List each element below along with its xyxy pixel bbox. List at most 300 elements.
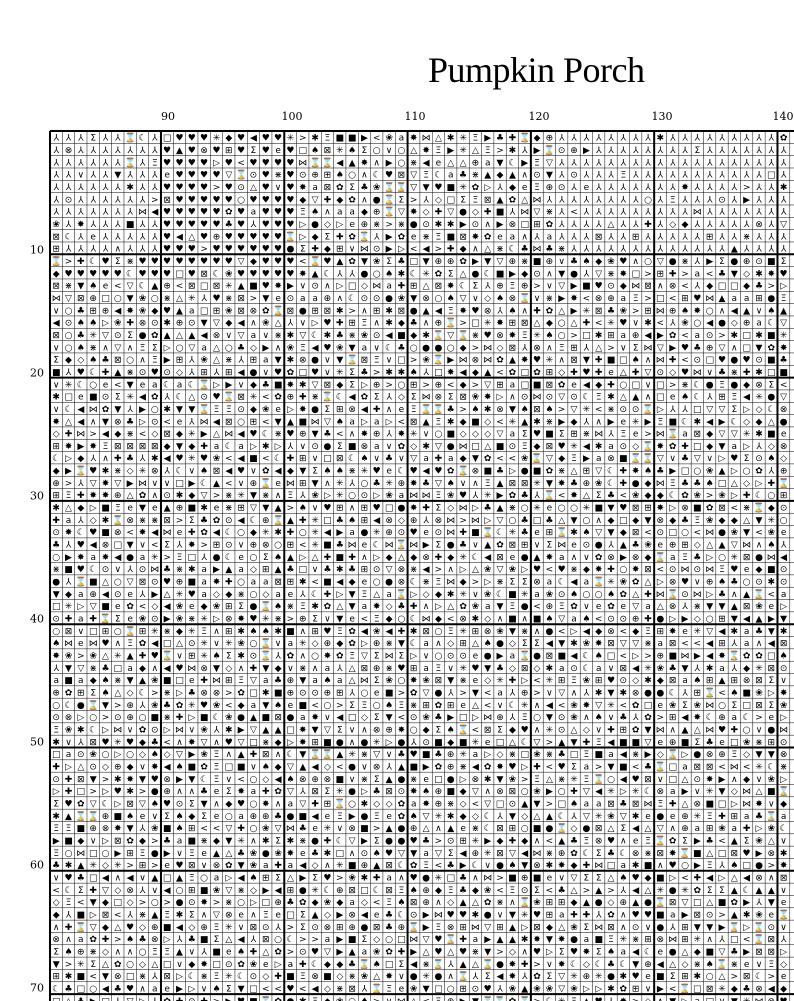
stitch-symbol: a — [399, 134, 405, 144]
stitch-symbol: △ — [706, 541, 713, 551]
stitch-symbol: ✿ — [237, 960, 245, 970]
stitch-symbol: ▷ — [780, 282, 787, 292]
stitch-symbol: ◀ — [238, 935, 245, 945]
stitch-symbol: ⊠ — [644, 282, 652, 292]
stitch-symbol: ⊙ — [373, 565, 381, 575]
stitch-symbol: ◇ — [447, 639, 454, 649]
stitch-symbol: a — [423, 849, 429, 859]
stitch-symbol: ⊕ — [472, 849, 480, 859]
stitch-symbol: ⅄ — [706, 245, 713, 255]
stitch-symbol: ▷ — [620, 787, 627, 797]
stitch-symbol: ∧ — [423, 602, 430, 612]
stitch-symbol: ✚ — [595, 368, 603, 378]
stitch-symbol: ✱ — [287, 837, 295, 847]
stitch-symbol: ⅄ — [743, 171, 750, 181]
stitch-symbol: ⌛ — [112, 514, 123, 526]
stitch-symbol: > — [336, 701, 344, 711]
stitch-symbol: ♣ — [730, 578, 738, 588]
stitch-symbol: Σ — [300, 245, 306, 255]
stitch-symbol: ▼ — [114, 405, 121, 415]
stitch-symbol: ⋇ — [459, 763, 467, 773]
stitch-symbol: △ — [472, 898, 479, 908]
stitch-symbol: ⅄ — [620, 886, 627, 896]
stitch-symbol: ⋇ — [274, 615, 282, 625]
stitch-symbol: ⅄ — [657, 245, 664, 255]
stitch-symbol: ⋇ — [644, 849, 652, 859]
stitch-symbol: □ — [52, 750, 61, 760]
stitch-symbol: ✱ — [225, 726, 233, 736]
stitch-symbol: ⊕ — [52, 479, 60, 489]
stitch-symbol: ⋇ — [558, 467, 566, 477]
stitch-symbol: e — [658, 541, 664, 551]
stitch-symbol: ⊙ — [706, 331, 714, 341]
stitch-symbol: ⋈ — [656, 479, 665, 489]
stitch-symbol: Ξ — [485, 146, 491, 156]
stitch-symbol: ⊙ — [706, 911, 714, 921]
stitch-symbol: ⊕ — [546, 257, 554, 267]
stitch-symbol: ⋇ — [743, 504, 751, 514]
stitch-symbol: ◀ — [484, 553, 491, 563]
stitch-symbol: ⊗ — [694, 800, 702, 810]
stitch-symbol: ⋇ — [163, 627, 171, 637]
stitch-symbol: ▼ — [262, 664, 269, 674]
stitch-symbol: ♥ — [780, 269, 788, 279]
stitch-symbol: ▷ — [669, 504, 676, 514]
stitch-symbol: ◆ — [669, 516, 676, 526]
stitch-symbol: Ξ — [214, 775, 220, 785]
stitch-symbol: ✳ — [459, 183, 467, 193]
stitch-symbol: ⌛ — [433, 329, 444, 341]
stitch-symbol: < — [496, 454, 504, 464]
stitch-symbol: ♣ — [484, 504, 492, 514]
stitch-symbol: ▷ — [768, 689, 775, 699]
stitch-symbol: Σ — [411, 393, 417, 403]
stitch-symbol: □ — [114, 898, 123, 908]
stitch-symbol: Ξ — [559, 602, 565, 612]
stitch-symbol: ◀ — [706, 417, 713, 427]
stitch-symbol: ∧ — [152, 491, 159, 501]
stitch-symbol: ⌛ — [75, 921, 86, 933]
stitch-symbol: ⊠ — [114, 837, 122, 847]
stitch-symbol: ⊞ — [262, 565, 270, 575]
stitch-symbol: ▲ — [743, 306, 750, 316]
stitch-symbol: ⅄ — [126, 911, 133, 921]
stitch-symbol: > — [311, 935, 319, 945]
stitch-symbol: ✱ — [262, 689, 270, 699]
stitch-symbol: a — [510, 380, 516, 390]
stitch-symbol: ⅄ — [65, 171, 72, 181]
stitch-symbol: ▲ — [398, 763, 405, 773]
stitch-symbol: ☾ — [410, 639, 418, 649]
stitch-symbol: ◇ — [225, 664, 232, 674]
stitch-symbol: ☾ — [434, 171, 442, 181]
stitch-symbol: □ — [681, 467, 690, 477]
stitch-symbol: ◀ — [238, 368, 245, 378]
stitch-symbol — [669, 997, 676, 1001]
stitch-symbol: ✳ — [262, 615, 270, 625]
stitch-symbol: ✸ — [126, 775, 134, 785]
stitch-symbol: ⅄ — [102, 158, 109, 168]
stitch-symbol: ⊗ — [151, 935, 159, 945]
stitch-symbol: ◀ — [472, 763, 479, 773]
stitch-symbol: ⅄ — [780, 935, 787, 945]
stitch-symbol: ⊕ — [521, 689, 529, 699]
stitch-symbol: ▼ — [336, 615, 343, 625]
stitch-symbol: ⊠ — [459, 393, 467, 403]
stitch-symbol: ■ — [249, 454, 258, 464]
stitch-symbol: ⊞ — [731, 676, 739, 686]
stitch-symbol: ◆ — [386, 553, 393, 563]
stitch-symbol: ⌛ — [457, 329, 468, 341]
stitch-symbol: ⌛ — [100, 613, 111, 625]
stitch-symbol: ∧ — [102, 454, 109, 464]
stitch-symbol: ◆ — [299, 195, 306, 205]
stitch-symbol: ❀ — [385, 676, 393, 686]
stitch-symbol: ⊞ — [681, 541, 689, 551]
stitch-symbol: ✸ — [694, 713, 702, 723]
stitch-symbol: ∧ — [620, 923, 627, 933]
stitch-symbol: ∧ — [669, 726, 676, 736]
stitch-symbol: > — [472, 578, 480, 588]
stitch-symbol: ♣ — [373, 787, 381, 797]
stitch-symbol: ♠ — [385, 269, 393, 279]
stitch-symbol: e — [522, 183, 528, 193]
stitch-symbol: ⅄ — [102, 146, 109, 156]
stitch-symbol: ♥ — [175, 195, 183, 205]
stitch-symbol: < — [681, 874, 689, 884]
stitch-symbol: ♥ — [212, 146, 220, 156]
stitch-symbol: ∨ — [447, 664, 454, 674]
stitch-symbol: ⋈ — [434, 911, 443, 921]
stitch-symbol: ✳ — [336, 787, 344, 797]
stitch-symbol: ⊕ — [126, 713, 134, 723]
stitch-symbol: a — [251, 331, 257, 341]
stitch-symbol: ⊞ — [546, 368, 554, 378]
stitch-symbol: ♠ — [212, 652, 220, 662]
stitch-symbol: ✳ — [632, 417, 640, 427]
stitch-symbol — [780, 997, 788, 1001]
stitch-symbol: □ — [557, 800, 566, 810]
stitch-symbol: ⊞ — [225, 146, 233, 156]
stitch-symbol: ✳ — [657, 886, 665, 896]
stitch-symbol: ⊕ — [250, 541, 258, 551]
stitch-symbol: a — [140, 553, 146, 563]
stitch-symbol: ✚ — [324, 553, 332, 563]
stitch-symbol: ♥ — [533, 911, 541, 921]
stitch-symbol: ⋇ — [521, 257, 529, 267]
stitch-symbol: ✸ — [89, 491, 97, 501]
stitch-symbol: e — [275, 479, 281, 489]
stitch-symbol: ∨ — [756, 960, 763, 970]
stitch-symbol: ▽ — [238, 257, 245, 267]
stitch-symbol: ○ — [65, 343, 73, 353]
stitch-symbol: ⊞ — [681, 294, 689, 304]
stitch-symbol: ○ — [89, 713, 97, 723]
stitch-symbol — [324, 997, 331, 1001]
stitch-symbol: □ — [323, 516, 332, 526]
stitch-symbol: ⌛ — [457, 465, 468, 477]
stitch-symbol: ♥ — [619, 504, 627, 514]
stitch-symbol: ♠ — [336, 171, 344, 181]
stitch-symbol: ⋈ — [533, 849, 542, 859]
stitch-symbol: ⊙ — [422, 738, 430, 748]
stitch-symbol: ▽ — [410, 183, 417, 193]
stitch-symbol: ♠ — [582, 615, 590, 625]
stitch-symbol: ▼ — [176, 405, 183, 415]
stitch-symbol: ▽ — [349, 837, 356, 847]
stitch-symbol: ⊙ — [361, 849, 369, 859]
stitch-symbol: ⋈ — [298, 158, 307, 168]
stitch-symbol: ❀ — [484, 886, 492, 896]
stitch-symbol: ▲ — [620, 541, 627, 551]
stitch-symbol: ⌛ — [124, 156, 135, 168]
stitch-symbol: ⊗ — [669, 602, 677, 612]
stitch-symbol: a — [263, 356, 269, 366]
stitch-symbol: △ — [275, 319, 282, 329]
stitch-symbol: ◀ — [299, 861, 306, 871]
stitch-symbol: < — [311, 701, 319, 711]
stitch-symbol: ♥ — [286, 220, 294, 230]
stitch-symbol: ⋇ — [694, 960, 702, 970]
stitch-symbol: ◇ — [509, 664, 516, 674]
stitch-symbol: ⊠ — [77, 775, 85, 785]
stitch-symbol: ⅄ — [139, 245, 146, 255]
stitch-symbol: ✿ — [348, 639, 356, 649]
stitch-symbol: ♥ — [163, 232, 171, 242]
stitch-symbol: ○ — [249, 800, 257, 810]
stitch-symbol: ◆ — [632, 627, 639, 637]
stitch-symbol: ◇ — [669, 368, 676, 378]
stitch-symbol: ⋇ — [348, 331, 356, 341]
stitch-symbol: ✸ — [657, 504, 665, 514]
stitch-symbol: □ — [397, 935, 406, 945]
stitch-symbol: ▽ — [423, 689, 430, 699]
stitch-symbol: ✳ — [114, 861, 122, 871]
stitch-symbol: ⌛ — [272, 514, 283, 526]
stitch-symbol: ⊕ — [521, 282, 529, 292]
stitch-symbol: ◇ — [324, 220, 331, 230]
stitch-symbol: ✱ — [447, 134, 455, 144]
stitch-symbol: ✸ — [126, 306, 134, 316]
stitch-symbol: ● — [410, 972, 418, 982]
stitch-symbol: ⋈ — [446, 528, 455, 538]
stitch-symbol: e — [645, 972, 651, 982]
stitch-symbol: ⅄ — [348, 689, 355, 699]
stitch-symbol: ✱ — [694, 417, 702, 427]
stitch-symbol: ♥ — [262, 245, 270, 255]
stitch-symbol: △ — [373, 590, 380, 600]
stitch-symbol: ☾ — [373, 541, 381, 551]
stitch-symbol: ✸ — [102, 553, 110, 563]
stitch-symbol: ⊠ — [410, 898, 418, 908]
stitch-symbol: ⌛ — [124, 625, 135, 637]
stitch-symbol: Σ — [349, 380, 355, 390]
stitch-symbol: ✱ — [410, 627, 418, 637]
stitch-symbol: ♣ — [138, 935, 146, 945]
stitch-symbol: a — [584, 935, 590, 945]
stitch-symbol: ∧ — [349, 738, 356, 748]
stitch-symbol: e — [633, 430, 639, 440]
stitch-symbol: ♣ — [607, 306, 615, 316]
stitch-symbol: ✱ — [447, 590, 455, 600]
stitch-symbol: ○ — [644, 257, 652, 267]
stitch-symbol: ⊠ — [632, 504, 640, 514]
stitch-symbol: > — [151, 861, 159, 871]
stitch-symbol: ✳ — [262, 528, 270, 538]
stitch-symbol: ⊠ — [274, 578, 282, 588]
stitch-symbol: △ — [694, 726, 701, 736]
stitch-symbol: ✸ — [385, 972, 393, 982]
stitch-symbol: ⅄ — [768, 158, 775, 168]
stitch-symbol: ⅄ — [52, 195, 59, 205]
stitch-symbol — [533, 997, 541, 1001]
stitch-symbol: ⊙ — [570, 171, 578, 181]
stitch-symbol — [386, 997, 393, 1001]
stitch-symbol: ⅄ — [570, 134, 577, 144]
stitch-symbol: ⊕ — [299, 615, 307, 625]
stitch-symbol: Ξ — [66, 898, 72, 908]
stitch-symbol: ❀ — [361, 972, 369, 982]
stitch-symbol: Σ — [374, 393, 380, 403]
stitch-symbol: ∧ — [127, 343, 134, 353]
stitch-symbol: ♠ — [508, 306, 516, 316]
stitch-symbol: ∨ — [558, 874, 565, 884]
stitch-symbol: ⅄ — [114, 220, 121, 230]
stitch-symbol: ⅄ — [669, 158, 676, 168]
stitch-symbol: ⋈ — [138, 479, 147, 489]
stitch-symbol: ○ — [743, 467, 751, 477]
stitch-symbol: ⊗ — [496, 331, 504, 341]
stitch-symbol: ▼ — [349, 602, 356, 612]
stitch-symbol: ♣ — [693, 343, 701, 353]
stitch-symbol: Σ — [374, 713, 380, 723]
stitch-symbol — [460, 997, 467, 1001]
stitch-symbol: ♣ — [200, 516, 208, 526]
stitch-symbol: ⊠ — [114, 442, 122, 452]
stitch-symbol: a — [559, 911, 565, 921]
stitch-symbol: ◀ — [361, 911, 368, 921]
stitch-symbol: △ — [447, 602, 454, 612]
stitch-symbol: ⌛ — [655, 835, 666, 847]
stitch-symbol: ⌛ — [223, 391, 234, 403]
stitch-symbol: ✱ — [546, 861, 554, 871]
stitch-symbol: ♠ — [521, 405, 529, 415]
stitch-symbol: ⊕ — [385, 726, 393, 736]
stitch-symbol: ✚ — [311, 800, 319, 810]
stitch-symbol: ✱ — [398, 269, 406, 279]
stitch-symbol: ⅄ — [583, 232, 590, 242]
stitch-symbol: ⌛ — [161, 650, 172, 662]
stitch-symbol: ⊕ — [373, 208, 381, 218]
stitch-symbol: Σ — [473, 282, 479, 292]
stitch-symbol: ⅄ — [620, 134, 627, 144]
stitch-symbol: ⊞ — [410, 664, 418, 674]
stitch-symbol: ∧ — [189, 787, 196, 797]
stitch-symbol: ❀ — [139, 615, 147, 625]
stitch-symbol: ⊞ — [607, 331, 615, 341]
stitch-symbol: ✚ — [509, 134, 517, 144]
stitch-symbol: a — [732, 442, 738, 452]
stitch-symbol: ✳ — [225, 282, 233, 292]
stitch-symbol: ⋇ — [361, 750, 369, 760]
stitch-symbol: ∧ — [423, 319, 430, 329]
stitch-symbol: ▽ — [706, 405, 713, 415]
stitch-symbol: a — [238, 812, 244, 822]
stitch-symbol: □ — [705, 356, 714, 366]
stitch-symbol: ▷ — [114, 800, 121, 810]
stitch-symbol: ☾ — [175, 393, 183, 403]
stitch-symbol: ◆ — [460, 380, 467, 390]
stitch-symbol: Ξ — [781, 294, 787, 304]
stitch-symbol: Ξ — [436, 664, 442, 674]
stitch-symbol: ▼ — [768, 627, 775, 637]
stitch-symbol: ◆ — [780, 800, 787, 810]
stitch-symbol: Σ — [522, 430, 528, 440]
stitch-symbol: ✿ — [546, 220, 554, 230]
stitch-symbol: ○ — [311, 652, 319, 662]
stitch-symbol — [225, 997, 232, 1001]
stitch-symbol: ▽ — [447, 208, 454, 218]
stitch-symbol: ○ — [225, 812, 233, 822]
stitch-symbol: ⅄ — [743, 208, 750, 218]
stitch-symbol: ✳ — [595, 972, 603, 982]
stitch-symbol: > — [139, 898, 147, 908]
stitch-symbol: ♠ — [126, 935, 134, 945]
stitch-symbol: □ — [619, 516, 628, 526]
stitch-symbol: ♣ — [422, 479, 430, 489]
stitch-symbol: ✸ — [52, 652, 60, 662]
stitch-symbol: ▽ — [299, 800, 306, 810]
stitch-symbol: ▲ — [213, 479, 220, 489]
stitch-symbol: ⅄ — [755, 442, 762, 452]
stitch-symbol: ▷ — [102, 837, 109, 847]
stitch-symbol: ⅄ — [558, 232, 565, 242]
stitch-symbol: ▽ — [201, 491, 208, 501]
stitch-symbol: ◀ — [213, 528, 220, 538]
stitch-symbol: ☾ — [496, 590, 504, 600]
stitch-symbol: e — [177, 417, 183, 427]
stitch-symbol: ✱ — [102, 467, 110, 477]
stitch-symbol: ∨ — [152, 886, 159, 896]
stitch-symbol: ∧ — [472, 874, 479, 884]
stitch-symbol: ❀ — [373, 183, 381, 193]
stitch-symbol: ⊙ — [780, 504, 788, 514]
stitch-symbol: ✳ — [299, 639, 307, 649]
stitch-symbol: ⊕ — [176, 319, 184, 329]
stitch-symbol: ▼ — [645, 516, 652, 526]
stitch-symbol: ✿ — [632, 578, 640, 588]
stitch-symbol: △ — [509, 738, 516, 748]
stitch-symbol: ⋈ — [348, 541, 357, 551]
stitch-symbol: ♥ — [249, 158, 257, 168]
stitch-symbol: ▷ — [521, 923, 528, 933]
stitch-symbol: Σ — [275, 837, 281, 847]
stitch-symbol: ☾ — [274, 454, 282, 464]
stitch-symbol: ⊙ — [694, 775, 702, 785]
stitch-symbol: ▲ — [287, 553, 294, 563]
stitch-symbol: ♣ — [755, 812, 763, 822]
stitch-symbol: ▼ — [65, 664, 72, 674]
stitch-symbol: ♥ — [607, 676, 615, 686]
stitch-symbol: ○ — [237, 528, 245, 538]
stitch-symbol: > — [595, 763, 603, 773]
stitch-symbol: ● — [755, 861, 763, 871]
stitch-symbol: ⅄ — [731, 134, 738, 144]
stitch-symbol: ∧ — [472, 245, 479, 255]
stitch-symbol: ⊕ — [176, 504, 184, 514]
stitch-symbol: ◀ — [312, 812, 319, 822]
stitch-symbol: < — [533, 602, 541, 612]
